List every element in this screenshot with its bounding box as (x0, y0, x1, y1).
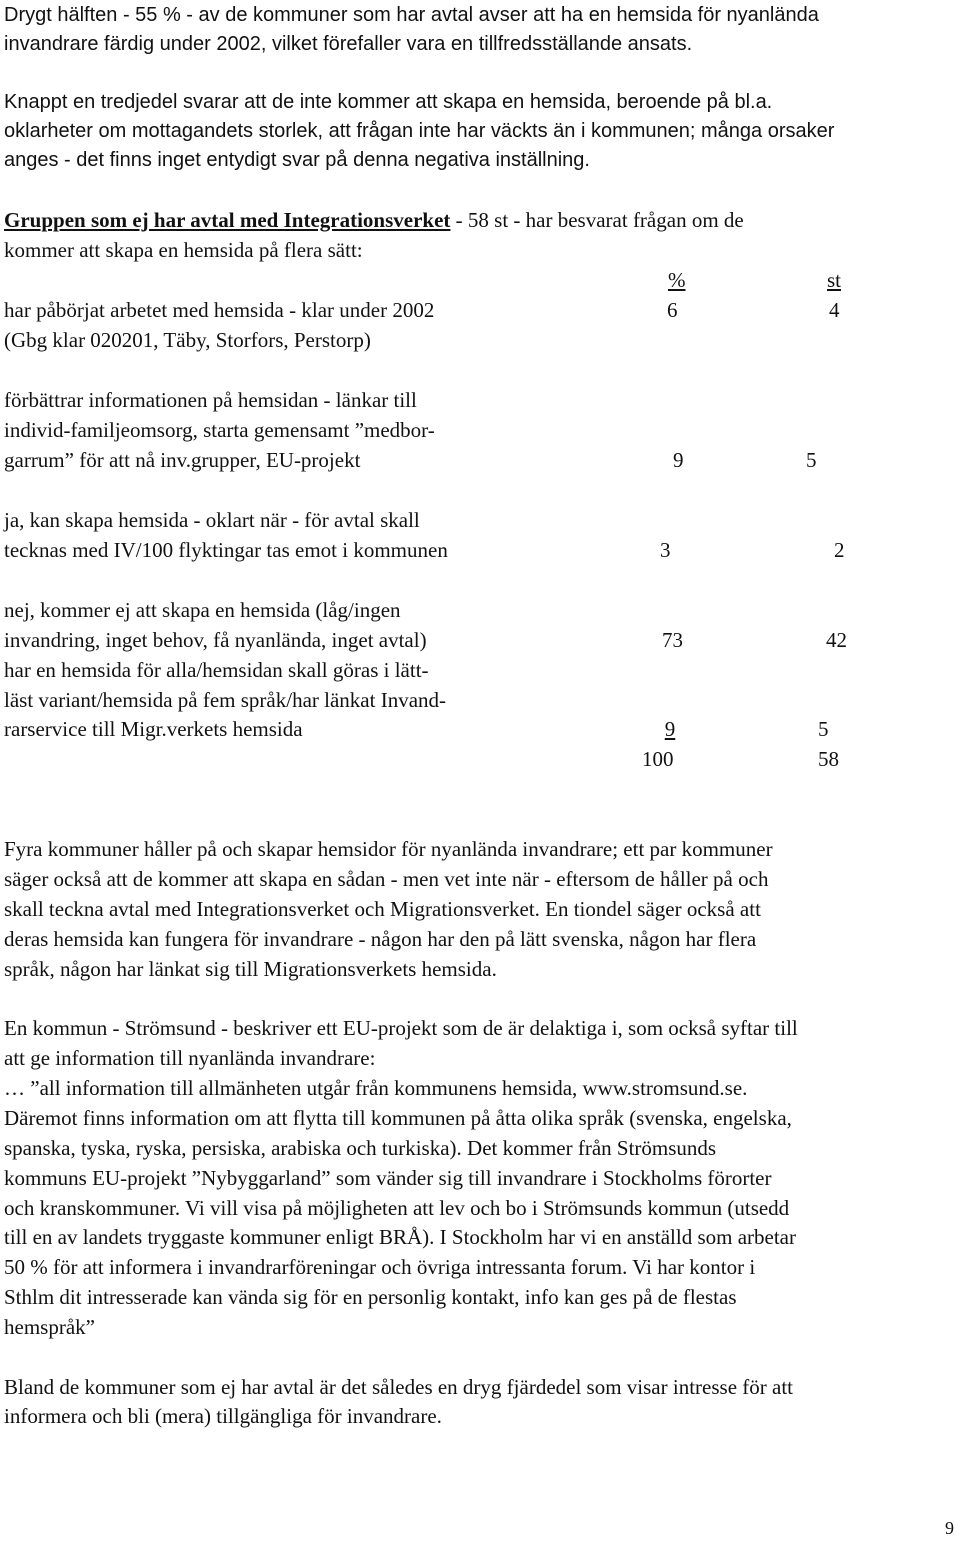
para-bland-line-2: informera och bli (mera) tillgängliga för invandrare. (4, 1404, 442, 1428)
row3-percent: 3 (660, 538, 671, 562)
para-fyra-line-1: Fyra kommuner håller på och skapar hemsidor för nyanlända invandrare; ett par kommuner (4, 837, 773, 861)
para-fyra-line-3: skall teckna avtal med Integrationsverket och Migrationsverket. En tiondel säger också att (4, 897, 761, 921)
para-stromsund-line-7: och kranskommuner. Vi vill visa på möjligheten att lev och bo i Strömsunds kommun (utsedd (4, 1196, 790, 1220)
para-bland-line-1: Bland de kommuner som ej har avtal är det således en dryg fjärdedel som visar intresse för att (4, 1375, 793, 1399)
col-percent-header: % (668, 268, 686, 292)
row2-line-2: individ-familjeomsorg, starta gemensamt ”medbor- (4, 418, 435, 442)
row4-line-1: nej, kommer ej att skapa en hemsida (låg/ingen (4, 598, 401, 622)
row5-line-1: har en hemsida för alla/hemsidan skall göras i lätt- (4, 658, 429, 682)
para-fyra-line-4: deras hemsida kan fungera för invandrare - någon har den på lätt svenska, någon har flera (4, 927, 757, 951)
para-stromsund-line-9: 50 % för att informera i invandrarföreningar och övriga intressanta forum. Vi har kontor i (4, 1255, 756, 1279)
row5-percent: 9 (664, 717, 676, 741)
row5-count: 5 (818, 717, 829, 741)
row1-line-2: (Gbg klar 020201, Täby, Storfors, Perstorp) (4, 328, 371, 352)
row2-percent: 9 (673, 448, 684, 472)
intro-line-3: Knappt en tredjedel svarar att de inte kommer att skapa en hemsida, beroende på bl.a. (4, 91, 773, 113)
para-stromsund-line-6: kommuns EU-projekt ”Nybyggarland” som vänder sig till invandrare i Stockholms förorter (4, 1166, 772, 1190)
row2-line-3: garrum” för att nå inv.grupper, EU-projekt (4, 448, 361, 472)
intro-line-5: anges - det finns inget entydigt svar på denna negativa inställning. (4, 149, 590, 171)
group-heading (4, 210, 744, 231)
col-count-header: st (827, 268, 842, 292)
row5-line-3: rarservice till Migr.verkets hemsida (4, 717, 303, 741)
intro-line-1: Drygt hälften - 55 % - av de kommuner som har avtal avser att ha en hemsida för nyanlända (4, 4, 819, 26)
para-stromsund-line-4: Däremot finns information om att flytta till kommunen på åtta olika språk (svenska, engelska, (4, 1106, 792, 1130)
total-count: 58 (818, 747, 839, 771)
row4-percent: 73 (662, 628, 683, 652)
para-stromsund-line-11: hemspråk” (4, 1315, 95, 1339)
group-heading-rest: - 58 st - har besvarat frågan om de (450, 208, 744, 232)
row2-line-1: förbättrar informationen på hemsidan - länkar till (4, 388, 417, 412)
para-stromsund-line-2: att ge information till nyanlända invandrare: (4, 1046, 376, 1070)
group-heading-line2: kommer att skapa en hemsida på flera sätt: (4, 238, 363, 262)
para-fyra-line-5: språk, någon har länkat sig till Migrationsverkets hemsida. (4, 957, 497, 981)
intro-line-2: invandrare färdig under 2002, vilket förefaller vara en tillfredsställande ansats. (4, 33, 693, 55)
para-stromsund-line-10: Sthlm dit intresserade kan vända sig för en personlig kontakt, info kan ges på de flestas (4, 1285, 737, 1309)
intro-line-4: oklarheter om mottagandets storlek, att frågan inte har väckts än i kommunen; många orsaker (4, 120, 835, 142)
para-stromsund-line-5: spanska, tyska, ryska, persiska, arabiska och turkiska). Det kommer från Strömsunds (4, 1136, 717, 1160)
para-stromsund-line-1: En kommun - Strömsund - beskriver ett EU-projekt som de är delaktiga i, som också syftar till (4, 1016, 798, 1040)
page-number: 9 (945, 1518, 954, 1538)
row1-line-1: har påbörjat arbetet med hemsida - klar under 2002 (4, 298, 435, 322)
group-heading-underlined: Gruppen som ej har avtal med Integrationsverket (4, 208, 451, 232)
row4-count: 42 (826, 628, 847, 652)
row2-count: 5 (806, 448, 817, 472)
para-stromsund-line-3: … ”all information till allmänheten utgår från kommunens hemsida, www.stromsund.se. (4, 1076, 748, 1100)
row3-count: 2 (834, 538, 845, 562)
row1-count: 4 (829, 298, 840, 322)
para-stromsund-line-8: till en av landets tryggaste kommuner enligt BRÅ). I Stockholm har vi en anställd som arbetar (4, 1225, 796, 1249)
row4-line-2: invandring, inget behov, få nyanlända, inget avtal) (4, 628, 427, 652)
row3-line-1: ja, kan skapa hemsida - oklart när - för avtal skall (4, 508, 420, 532)
para-fyra-line-2: säger också att de kommer att skapa en sådan - men vet inte när - eftersom de håller på och (4, 867, 769, 891)
row5-line-2: läst variant/hemsida på fem språk/har länkat Invand- (4, 688, 447, 712)
row3-line-2: tecknas med IV/100 flyktingar tas emot i kommunen (4, 538, 448, 562)
total-percent: 100 (642, 747, 674, 771)
row1-percent: 6 (667, 298, 678, 322)
